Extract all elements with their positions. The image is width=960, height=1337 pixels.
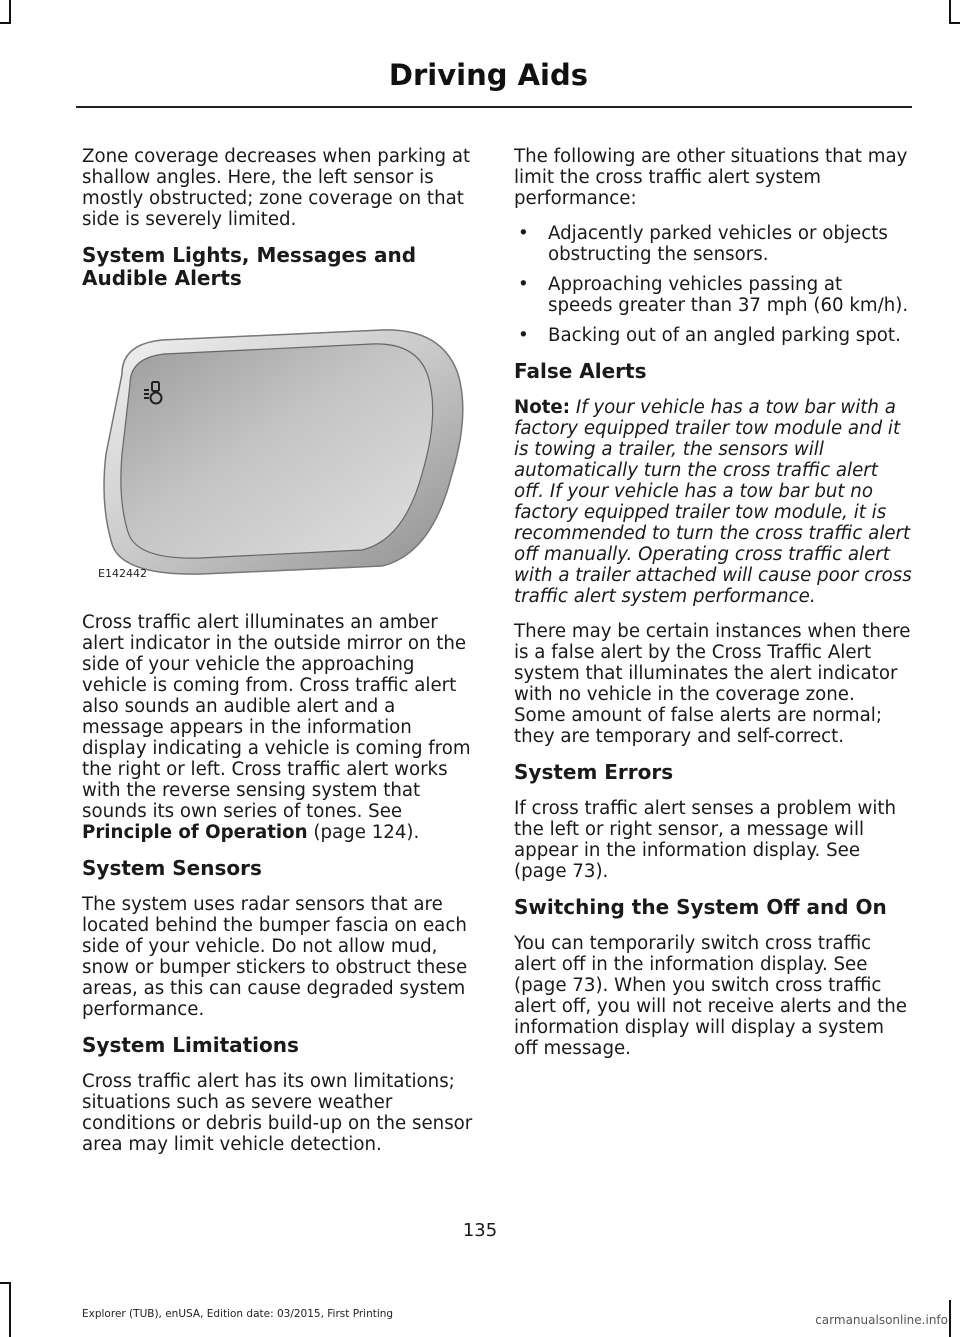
note-text: If your vehicle has a tow bar with a factory equipped trailer tow module and it is towing a trailer, the sensors will automatically turn the cross traffic alert off. If your vehicle has a tow bar but no factory equipped trailer tow module, it is recommended to turn the cross traffic alert off manually. Operating cross traffic alert with a trailer attached will cause poor cross traffic alert system performance. <box>514 397 912 607</box>
note-paragraph <box>514 397 912 607</box>
heading-lights-messages: System Lights, Messages and Audible Alerts <box>82 243 417 290</box>
crop-mark <box>9 0 11 22</box>
crop-mark <box>9 1282 11 1337</box>
intro-paragraph: Zone coverage decreases when parking at shallow angles. Here, the left sensor is mostly obstructed; zone coverage on that side is severely limited. <box>82 146 471 230</box>
cross-traffic-page-ref: (page 124). <box>313 822 420 843</box>
heading-switching: Switching the System Off and On <box>514 895 887 919</box>
bullet: • <box>518 325 529 346</box>
figure-label: E142442 <box>98 567 147 580</box>
switching-paragraph: You can temporarily switch cross traffic alert off in the information display. See (page 73). When you switch cross traffic alert off, you will not receive alerts and the information display will display a system off message. <box>514 933 907 1059</box>
situations-list <box>514 223 912 346</box>
list-item-text: Adjacently parked vehicles or objects obstructing the sensors. <box>548 223 888 265</box>
left-column <box>82 146 480 1169</box>
list-item-text: Backing out of an angled parking spot. <box>548 325 901 346</box>
page-title: Driving Aids <box>388 58 588 92</box>
principle-of-operation-link[interactable]: Principle of Operation <box>82 822 308 843</box>
page-number: 135 <box>462 1220 498 1241</box>
crop-mark <box>949 22 960 24</box>
heading-system-limitations: System Limitations <box>82 1033 299 1057</box>
bullet: • <box>518 223 529 244</box>
mirror-figure <box>82 304 468 594</box>
limitations-paragraph: Cross traffic alert has its own limitations; situations such as severe weather conditions or debris build-up on the sensor area may limit vehicle detection. <box>82 1071 473 1155</box>
list-item-text: Approaching vehicles passing at speeds greater than 37 mph (60 km/h). <box>548 274 909 316</box>
situations-intro: The following are other situations that may limit the cross traffic alert system performance: <box>514 146 908 209</box>
note-label: Note: <box>514 397 571 418</box>
heading-system-errors: System Errors <box>514 760 674 784</box>
crop-mark <box>949 1300 951 1337</box>
errors-paragraph: If cross traffic alert senses a problem with the left or right sensor, a message will appear in the information display. See (page 73). <box>514 798 897 882</box>
crop-mark <box>949 0 951 22</box>
list-item <box>514 274 912 316</box>
crop-mark <box>0 1282 11 1284</box>
crop-mark <box>0 22 11 24</box>
cross-traffic-text: Cross traffic alert illuminates an amber alert indicator in the outside mirror on the side of your vehicle the approaching vehicle is coming from. Cross traffic alert also sounds an audible alert and a message appears in the information display indicating a vehicle is coming from the right or left. Cross traffic alert works with the reverse sensing system that sounds its own series of tones. See <box>82 612 471 822</box>
header-divider <box>76 106 912 108</box>
right-column <box>514 146 912 1073</box>
watermark: carmanualsonline.info <box>815 1313 948 1327</box>
mirror-glass <box>121 344 433 558</box>
bullet: • <box>518 274 529 295</box>
list-item <box>514 325 912 346</box>
false-alerts-paragraph: There may be certain instances when there is a false alert by the Cross Traffic Alert system that illuminates the alert indicator with no vehicle in the coverage zone. Some amount of false alerts are normal; they are temporary and self-correct. <box>514 621 911 747</box>
cross-traffic-paragraph <box>82 612 480 843</box>
footer-edition: Explorer (TUB), enUSA, Edition date: 03/2015, First Printing <box>82 1308 394 1320</box>
list-item <box>514 223 912 265</box>
heading-system-sensors: System Sensors <box>82 856 262 880</box>
sensors-paragraph: The system uses radar sensors that are located behind the bumper fascia on each side of your vehicle. Do not allow mud, snow or bumper stickers to obstruct these areas, as this can cause degraded system performance. <box>82 894 468 1020</box>
heading-false-alerts: False Alerts <box>514 359 647 383</box>
mirror-illustration <box>82 304 468 594</box>
